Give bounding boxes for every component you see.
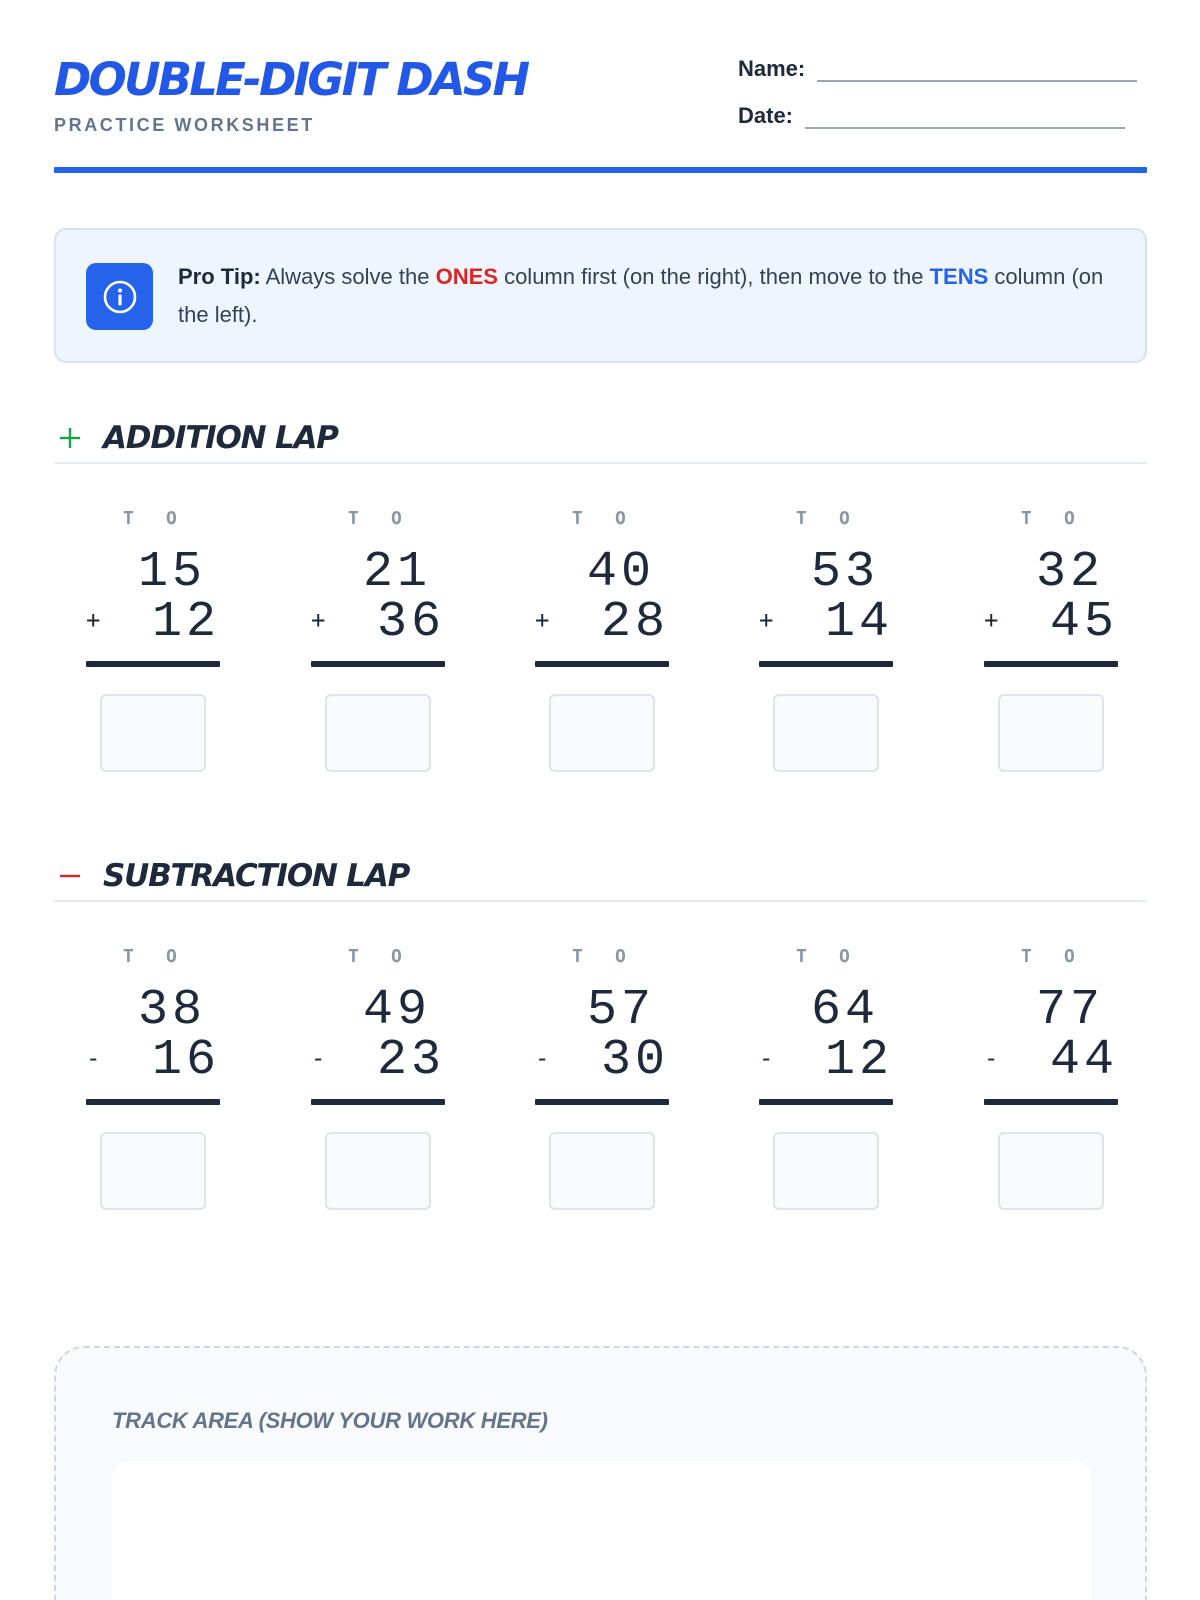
bottom-number: 14 [824, 594, 893, 651]
tens-column-label: T [572, 946, 583, 967]
bottom-number: 23 [376, 1032, 445, 1089]
minus-sign: - [311, 1044, 326, 1072]
subtraction-problem [984, 946, 1118, 1236]
track-area [54, 1346, 1147, 1600]
date-field[interactable] [738, 103, 1125, 129]
ones-column-label: O [615, 946, 626, 967]
pro-tip-ones: ONES [435, 264, 498, 289]
minus-sign: - [984, 1044, 999, 1072]
bottom-number: 16 [151, 1032, 220, 1089]
worksheet-header [54, 0, 1147, 174]
track-area-title: TRACK AREA (SHOW YOUR WORK HERE) [112, 1408, 548, 1433]
addition-section-header [54, 420, 1147, 464]
minus-icon [58, 864, 82, 888]
bottom-number: 28 [600, 594, 669, 651]
plus-icon [58, 426, 82, 450]
top-number: 32 [1035, 544, 1104, 601]
tens-column-label: T [572, 508, 583, 529]
tens-column-label: T [348, 946, 359, 967]
worksheet-title: DOUBLE-DIGIT DASH [54, 53, 528, 106]
tens-column-label: T [796, 946, 807, 967]
plus-sign: + [759, 606, 774, 634]
pro-tip-text-3: column (on the left). [178, 264, 1104, 327]
answer-box[interactable] [100, 694, 206, 772]
plus-sign: + [535, 606, 550, 634]
answer-line [759, 661, 893, 667]
minus-sign: - [86, 1044, 101, 1072]
header-divider [54, 167, 1147, 173]
answer-box[interactable] [549, 694, 655, 772]
subtraction-problem [86, 946, 220, 1236]
tens-column-label: T [123, 946, 134, 967]
answer-line [311, 661, 445, 667]
answer-box[interactable] [998, 694, 1104, 772]
subtraction-problem [759, 946, 893, 1236]
pro-tip-text [178, 258, 1118, 334]
worksheet-subtitle: PRACTICE WORKSHEET [54, 115, 315, 135]
answer-line [86, 1099, 220, 1105]
minus-sign: - [535, 1044, 550, 1072]
pro-tip-callout [54, 228, 1147, 363]
ones-column-label: O [166, 946, 177, 967]
name-field[interactable] [738, 56, 1137, 82]
addition-problem [311, 508, 445, 798]
top-number: 49 [362, 982, 431, 1039]
top-number: 53 [810, 544, 879, 601]
ones-column-label: O [391, 508, 402, 529]
ones-column-label: O [839, 946, 850, 967]
ones-column-label: O [615, 508, 626, 529]
name-line[interactable] [817, 62, 1137, 82]
bottom-number: 36 [376, 594, 445, 651]
answer-line [86, 661, 220, 667]
ones-column-label: O [839, 508, 850, 529]
plus-sign: + [86, 606, 101, 634]
ones-column-label: O [1064, 946, 1075, 967]
plus-sign: + [311, 606, 326, 634]
answer-line [984, 1099, 1118, 1105]
pro-tip-text-1: Always solve the [260, 264, 436, 289]
answer-box[interactable] [773, 694, 879, 772]
ones-column-label: O [391, 946, 402, 967]
tens-column-label: T [1021, 946, 1032, 967]
answer-line [311, 1099, 445, 1105]
pro-tip-text-2: column first (on the right), then move to the [497, 264, 930, 289]
pro-tip-tens: TENS [929, 264, 989, 289]
top-number: 40 [586, 544, 655, 601]
tens-column-label: T [796, 508, 807, 529]
ones-column-label: O [1064, 508, 1075, 529]
addition-problem [86, 508, 220, 798]
top-number: 57 [586, 982, 655, 1039]
addition-problem [535, 508, 669, 798]
plus-sign: + [984, 606, 999, 634]
ones-column-label: O [166, 508, 177, 529]
tens-column-label: T [123, 508, 134, 529]
answer-box[interactable] [100, 1132, 206, 1210]
answer-box[interactable] [773, 1132, 879, 1210]
subtraction-section-header [54, 858, 1147, 902]
addition-problem [759, 508, 893, 798]
top-number: 15 [137, 544, 206, 601]
info-icon [86, 263, 153, 330]
answer-box[interactable] [325, 1132, 431, 1210]
answer-line [759, 1099, 893, 1105]
tens-column-label: T [348, 508, 359, 529]
top-number: 77 [1035, 982, 1104, 1039]
bottom-number: 45 [1049, 594, 1118, 651]
answer-line [535, 1099, 669, 1105]
addition-section-title: ADDITION LAP [103, 420, 338, 456]
bottom-number: 12 [151, 594, 220, 651]
top-number: 64 [810, 982, 879, 1039]
subtraction-section-title: SUBTRACTION LAP [103, 858, 410, 894]
top-number: 21 [362, 544, 431, 601]
work-area[interactable] [112, 1461, 1092, 1600]
answer-line [535, 661, 669, 667]
date-label: Date: [738, 103, 794, 128]
subtraction-problem [535, 946, 669, 1236]
top-number: 38 [137, 982, 206, 1039]
pro-tip-lead: Pro Tip: [178, 264, 261, 289]
minus-sign: - [759, 1044, 774, 1072]
answer-box[interactable] [549, 1132, 655, 1210]
date-line[interactable] [805, 109, 1125, 129]
answer-line [984, 661, 1118, 667]
answer-box[interactable] [998, 1132, 1104, 1210]
bottom-number: 30 [600, 1032, 669, 1089]
subtraction-problem [311, 946, 445, 1236]
name-label: Name: [738, 56, 806, 81]
addition-problem [984, 508, 1118, 798]
bottom-number: 44 [1049, 1032, 1118, 1089]
answer-box[interactable] [325, 694, 431, 772]
bottom-number: 12 [824, 1032, 893, 1089]
tens-column-label: T [1021, 508, 1032, 529]
